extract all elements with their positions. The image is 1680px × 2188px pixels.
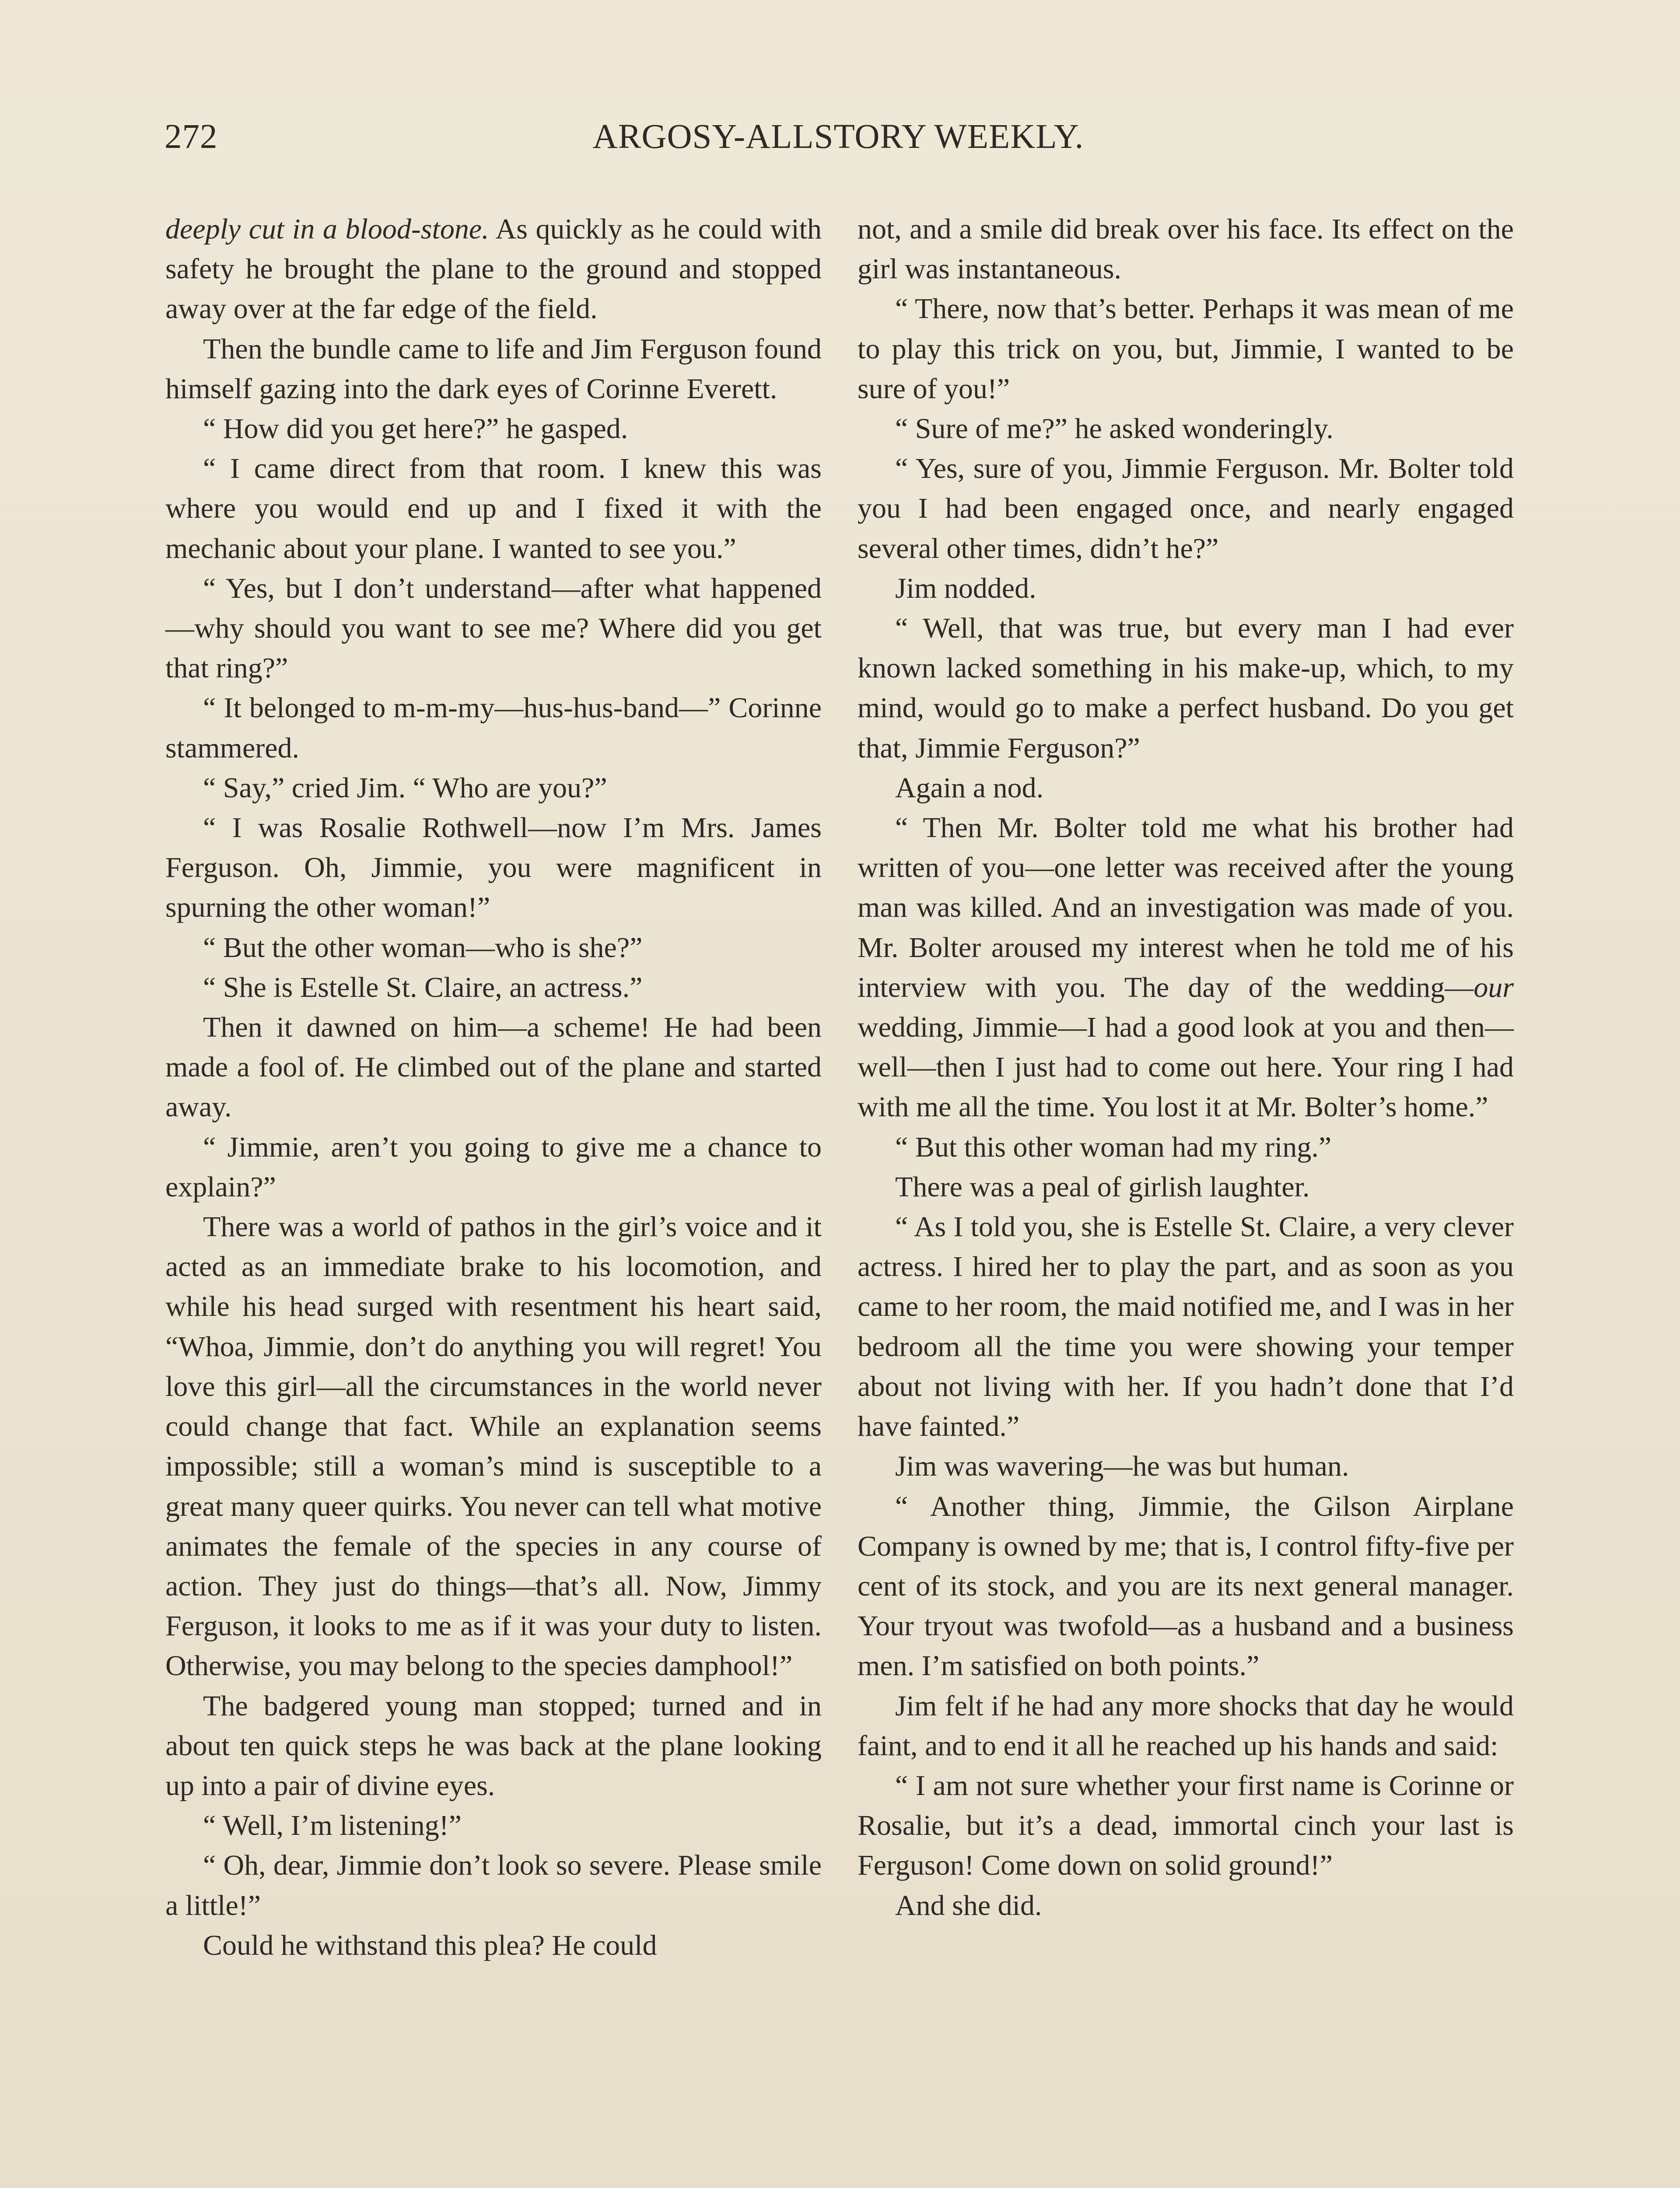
paragraph [858,449,1514,568]
paragraph [165,1806,822,1845]
text-run: Jim was wavering—he was but human. [895,1450,1349,1483]
paragraph [858,289,1514,409]
text-run: “ Yes, sure of you, Jimmie Ferguson. Mr. Bolter told you I had been engaged once, and nearly engaged several other times, didn’t he?” [858,452,1514,565]
text-run: There was a peal of girlish laughter. [895,1171,1310,1203]
text-run: Then the bundle came to life and Jim Ferguson found himself gazing into the dark eyes of Corinne Everett. [165,333,822,405]
text-run: “ But this other woman had my ring.” [895,1131,1332,1163]
text-run: “ Then Mr. Bolter told me what his brother had written of you—one letter was received after the young man was killed. And an investigation was made of you. Mr. Bolter aroused my interest when he told me of his interview with you. The day of the wedding— [858,812,1514,1003]
text-run: “ I was Rosalie Rothwell—now I’m Mrs. James Ferguson. Oh, Jimmie, you were magnificent in spurning the other woman!” [165,812,822,924]
paragraph [858,768,1514,808]
paragraph [858,1686,1514,1766]
text-run: “ Say,” cried Jim. “ Who are you?” [203,771,607,804]
paragraph [165,1925,822,1965]
paragraph [858,1766,1514,1886]
text-run: not, and a smile did break over his face. Its effect on the girl was instantaneous. [858,213,1514,285]
paragraph [858,409,1514,449]
paragraph [165,449,822,568]
paragraph [165,1007,822,1127]
paragraph [165,329,822,409]
text-run: “ As I told you, she is Estelle St. Claire, a very clever actress. I hired her to play the part, and as soon as you came to her room, the maid notified me, and I was in her bedroom all the time you were showing your temper about not living with her. If you hadn’t done that I’d have fainted.” [858,1211,1514,1443]
paragraph [858,1886,1514,1925]
paragraph [858,808,1514,1127]
paragraph [858,568,1514,608]
text-run: “ Well, that was true, but every man I had ever known lacked something in his make-up, which, to my mind, would go to make a perfect husband. Do you get that, Jimmie Ferguson?” [858,612,1514,764]
right-column [858,209,1514,1925]
running-title: ARGOSY-ALLSTORY WEEKLY. [592,118,1084,156]
text-run: The badgered young man stopped; turned and in about ten quick steps he was back at the plane looking up into a pair of divine eyes. [165,1690,822,1802]
text-run: “ I am not sure whether your first name is Corinne or Rosalie, but it’s a dead, immortal cinch your last is Ferguson! Come down on solid ground!” [858,1769,1514,1882]
text-run: “ Well, I’m listening!” [203,1809,462,1842]
text-run: Could he withstand this plea? He could [203,1929,657,1961]
text-run: Then it dawned on him—a scheme! He had been made a fool of. He climbed out of the plane and started away. [165,1011,822,1123]
paragraph [165,768,822,808]
paragraph [165,968,822,1007]
text-run: “ How did you get here?” he gasped. [203,413,628,445]
paragraph [165,568,822,688]
text-run: Jim nodded. [895,572,1036,604]
text-run: “ But the other woman—who is she?” [203,931,643,964]
paragraph [165,928,822,968]
text-run: “ Yes, but I don’t understand—after what happened—why should you want to see me? Where did you get that ring?” [165,572,822,684]
text-run: “ Oh, dear, Jimmie don’t look so severe. Please smile a little!” [165,1849,822,1922]
text-run: Again a nod. [895,771,1044,804]
paragraph [165,1686,822,1806]
paragraph [165,688,822,768]
text-run: Jim felt if he had any more shocks that day he would faint, and to end it all he reached up his hands and said: [858,1690,1514,1762]
paragraph [165,1845,822,1925]
paragraph [165,1127,822,1207]
paragraph [858,1487,1514,1686]
page-number: 272 [164,118,218,156]
paragraph [858,1127,1514,1167]
paragraph [165,209,822,329]
text-run: And she did. [895,1889,1042,1922]
text-run: “ Jimmie, aren’t you going to give me a chance to explain?” [165,1131,822,1203]
italic-text: our [1474,971,1514,1003]
text-run: “ I came direct from that room. I knew this was where you would end up and I fixed it with the mechanic about your plane. I wanted to see you.” [165,452,822,565]
text-run: “ Another thing, Jimmie, the Gilson Airplane Company is owned by me; that is, I control fifty-five per cent of its stock, and you are its next general manager. Your tryout was twofold—as a husband and a business men. I’m satisfied on both points.” [858,1490,1514,1682]
paragraph [165,409,822,449]
text-run: As quickly as he could with safety he brought the plane to the ground and stopped away over at the far edge of the field. [165,213,822,325]
text-run: There was a world of pathos in the girl’s voice and it acted as an immediate brake to his locomotion, and while his head surged with resentment his heart said, “Whoa, Jimmie, don’t do anything you will regret! You love this girl—all the circumstances in the world never could change that fact. While an explanation seems impossible; still a woman’s mind is susceptible to a great many queer quirks. You never can tell what motive animates the female of the species in any course of action. They just do things—that’s all. Now, Jimmy Ferguson, it looks to me as if it was your duty to listen. Otherwise, you may belong to the species damphool!” [165,1211,822,1682]
paragraph [858,1207,1514,1446]
paragraph [858,1167,1514,1207]
text-run: “ It belonged to m-m-my—hus-hus-band—” Corinne stammered. [165,692,822,764]
page-header [164,117,1512,170]
left-column [165,209,822,1965]
paragraph [858,608,1514,768]
text-run: “ Sure of me?” he asked wonderingly. [895,413,1334,445]
text-run: “ There, now that’s better. Perhaps it was mean of me to play this trick on you, but, Jimmie, I wanted to be sure of you!” [858,293,1514,405]
paragraph [165,1207,822,1686]
paragraph [858,209,1514,289]
text-run: wedding, Jimmie—I had a good look at you and then—well—then I just had to come out here. Your ring I had with me all the time. You lost it at Mr. Bolter’s home.” [858,1011,1514,1123]
text-run: “ She is Estelle St. Claire, an actress.” [203,971,643,1003]
paragraph [165,808,822,928]
paragraph [858,1446,1514,1486]
italic-text: deeply cut in a blood-stone. [165,213,489,245]
